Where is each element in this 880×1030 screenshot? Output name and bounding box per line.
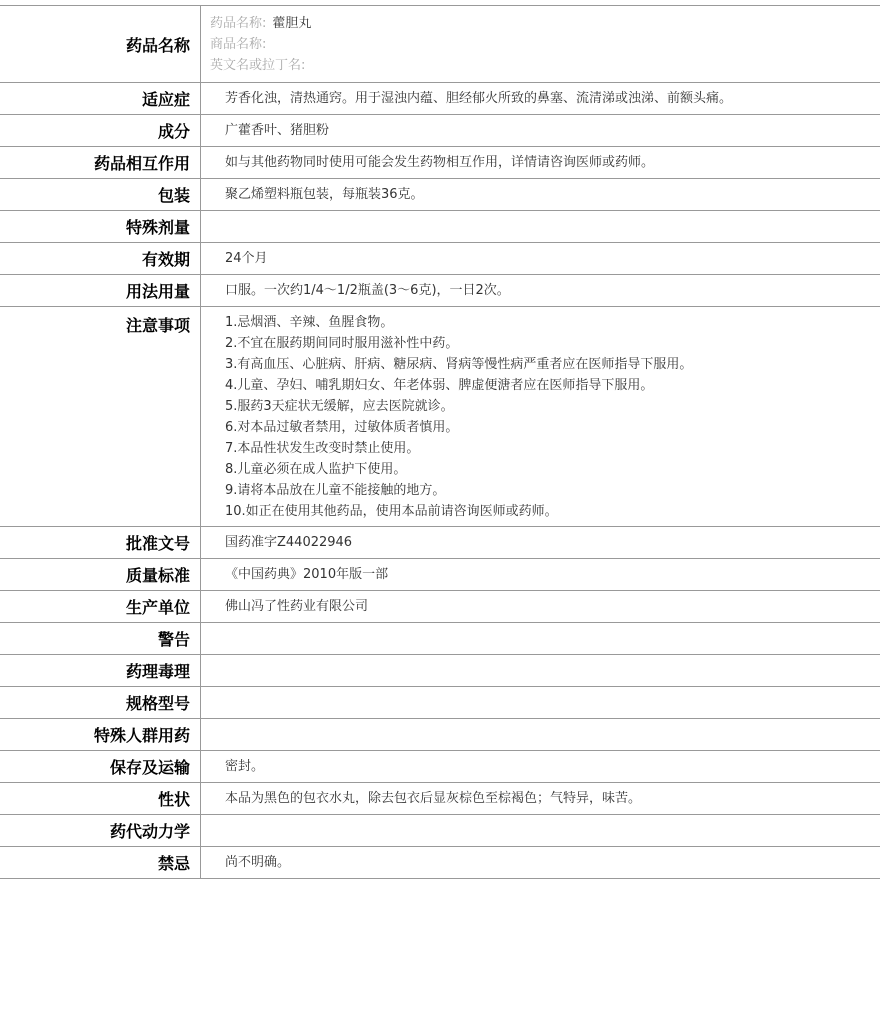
trade-name-line <box>210 34 880 55</box>
special-dosage-label: 特殊剂量 <box>0 211 201 243</box>
quality-standard-value: 《中国药典》2010年版一部 <box>201 559 880 591</box>
indications-label: 适应症 <box>0 83 201 115</box>
storage-label: 保存及运输 <box>0 751 201 783</box>
quality-standard-label: 质量标准 <box>0 559 201 591</box>
pharmacokinetics-label: 药代动力学 <box>0 815 201 847</box>
precaution-item: 9.请将本品放在儿童不能接触的地方。 <box>225 483 446 498</box>
packaging-label: 包装 <box>0 179 201 211</box>
manufacturer-value: 佛山冯了性药业有限公司 <box>201 591 880 623</box>
shelf-life-value: 24个月 <box>201 243 880 275</box>
specification-row <box>0 687 880 719</box>
drug-name-cell <box>201 6 880 83</box>
precaution-item: 10.如正在使用其他药品，使用本品前请咨询医师或药师。 <box>225 504 558 519</box>
approval-label: 批准文号 <box>0 527 201 559</box>
specification-value <box>201 687 880 719</box>
indications-value: 芳香化浊，清热通窍。用于湿浊内蕴、胆经郁火所致的鼻塞、流清涕或浊涕、前额头痛。 <box>201 83 880 115</box>
ingredients-value: 广藿香叶、猪胆粉 <box>201 115 880 147</box>
precaution-item: 2.不宜在服药期间同时服用滋补性中药。 <box>225 336 459 351</box>
storage-row <box>0 751 880 783</box>
packaging-row <box>0 179 880 211</box>
drug-spec-table <box>0 5 880 879</box>
contraindications-label: 禁忌 <box>0 847 201 879</box>
manufacturer-label: 生产单位 <box>0 591 201 623</box>
storage-value: 密封。 <box>201 751 880 783</box>
description-row <box>0 783 880 815</box>
interactions-row <box>0 147 880 179</box>
approval-row <box>0 527 880 559</box>
pharmacokinetics-value <box>201 815 880 847</box>
warning-row <box>0 623 880 655</box>
ingredients-row <box>0 115 880 147</box>
generic-name-value: 藿胆丸 <box>272 15 312 31</box>
pharmacokinetics-row <box>0 815 880 847</box>
warning-label: 警告 <box>0 623 201 655</box>
approval-value: 国药准字Z44022946 <box>201 527 880 559</box>
pharmacology-label: 药理毒理 <box>0 655 201 687</box>
special-dosage-row <box>0 211 880 243</box>
special-dosage-value <box>201 211 880 243</box>
shelf-life-row <box>0 243 880 275</box>
precautions-row <box>0 307 880 527</box>
usage-value: 口服。一次约1/4～1/2瓶盖(3～6克)，一日2次。 <box>201 275 880 307</box>
precaution-item: 7.本品性状发生改变时禁止使用。 <box>225 441 420 456</box>
trade-name-key: 商品名称: <box>210 36 267 52</box>
pharmacology-row <box>0 655 880 687</box>
description-label: 性状 <box>0 783 201 815</box>
precaution-item: 5.服药3天症状无缓解，应去医院就诊。 <box>225 399 454 414</box>
contraindications-row <box>0 847 880 879</box>
precaution-item: 3.有高血压、心脏病、肝病、糖尿病、肾病等慢性病严重者应在医师指导下服用。 <box>225 357 693 372</box>
english-name-key: 英文名或拉丁名: <box>210 57 306 73</box>
precaution-item: 8.儿童必须在成人监护下使用。 <box>225 462 407 477</box>
precaution-item: 1.忌烟酒、辛辣、鱼腥食物。 <box>225 315 394 330</box>
precautions-label: 注意事项 <box>0 307 201 527</box>
manufacturer-row <box>0 591 880 623</box>
precautions-list <box>201 307 880 527</box>
pharmacology-value <box>201 655 880 687</box>
drug-name-label: 药品名称 <box>0 6 201 83</box>
special-population-row <box>0 719 880 751</box>
special-population-value <box>201 719 880 751</box>
usage-row <box>0 275 880 307</box>
drug-name-row <box>0 6 880 83</box>
interactions-value: 如与其他药物同时使用可能会发生药物相互作用，详情请咨询医师或药师。 <box>201 147 880 179</box>
precaution-item: 6.对本品过敏者禁用，过敏体质者慎用。 <box>225 420 459 435</box>
generic-name-key: 药品名称: <box>210 15 267 31</box>
shelf-life-label: 有效期 <box>0 243 201 275</box>
contraindications-value: 尚不明确。 <box>201 847 880 879</box>
usage-label: 用法用量 <box>0 275 201 307</box>
interactions-label: 药品相互作用 <box>0 147 201 179</box>
packaging-value: 聚乙烯塑料瓶包装，每瓶装36克。 <box>201 179 880 211</box>
quality-standard-row <box>0 559 880 591</box>
special-population-label: 特殊人群用药 <box>0 719 201 751</box>
precaution-item: 4.儿童、孕妇、哺乳期妇女、年老体弱、脾虚便溏者应在医师指导下服用。 <box>225 378 654 393</box>
warning-value <box>201 623 880 655</box>
specification-label: 规格型号 <box>0 687 201 719</box>
description-value: 本品为黑色的包衣水丸，除去包衣后显灰棕色至棕褐色；气特异，味苦。 <box>201 783 880 815</box>
ingredients-label: 成分 <box>0 115 201 147</box>
english-name-line <box>210 55 880 76</box>
generic-name-line <box>210 13 880 34</box>
indications-row <box>0 83 880 115</box>
